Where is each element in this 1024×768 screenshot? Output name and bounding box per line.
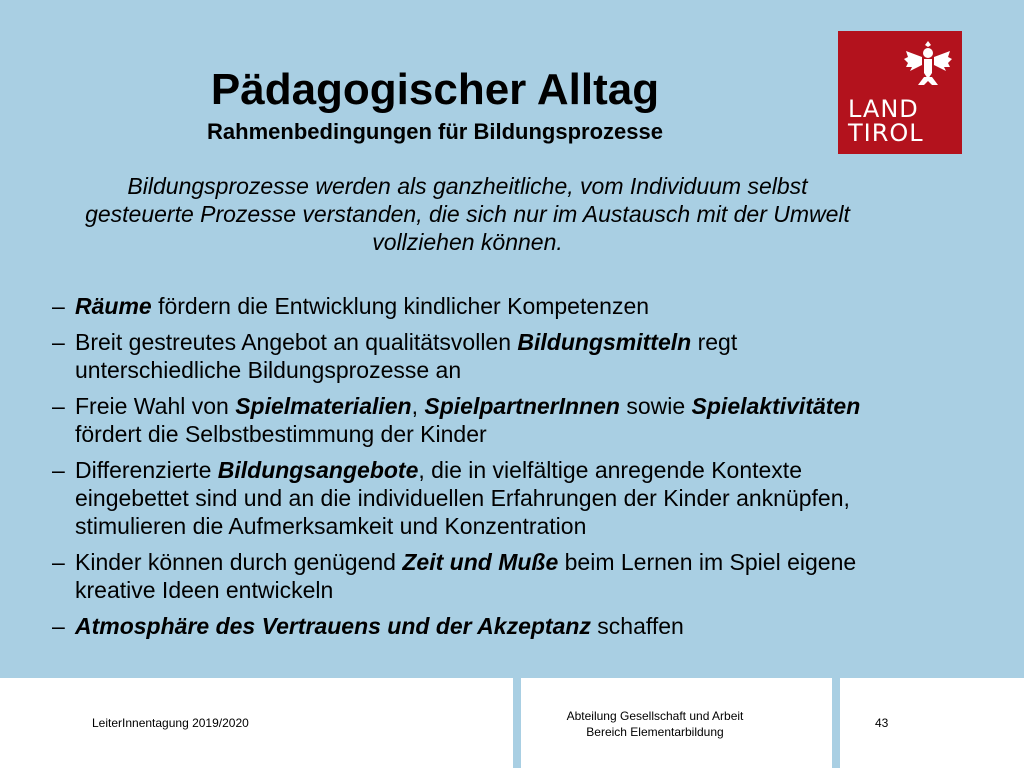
page-number: 43 xyxy=(875,716,889,730)
footer-divider xyxy=(513,678,521,768)
bullet-dash: – xyxy=(52,549,65,575)
bullet-emphasis: Bildungsmitteln xyxy=(517,329,692,355)
bullet-item xyxy=(52,548,882,604)
bullet-emphasis: Spielaktivitäten xyxy=(691,393,861,419)
footer-department-line: Abteilung Gesellschaft und Arbeit xyxy=(566,709,744,723)
bullet-dash: – xyxy=(52,457,65,483)
bullet-emphasis: Atmosphäre des Vertrauens und der Akzeptanz xyxy=(75,613,591,639)
bullet-text: Breit gestreutes Angebot an qualitätsvollen xyxy=(75,329,518,355)
bullet-item xyxy=(52,328,882,384)
bullet-text: fördern die Entwicklung kindlicher Kompetenzen xyxy=(151,293,650,319)
bullet-text: sowie xyxy=(619,393,692,419)
bullet-text: Freie Wahl von xyxy=(75,393,236,419)
logo-line-tirol: TIROL xyxy=(848,119,924,147)
footer-event-name: LeiterInnentagung 2019/2020 xyxy=(92,716,249,730)
bullet-item xyxy=(52,456,882,540)
bullet-emphasis: Zeit und Muße xyxy=(402,549,559,575)
bullet-item xyxy=(52,292,882,320)
bullet-text: Kinder können durch genügend xyxy=(75,549,403,575)
bullet-dash: – xyxy=(52,329,65,355)
slide-title: Pädagogischer Alltag xyxy=(210,65,660,114)
bullet-emphasis: Spielmaterialien xyxy=(235,393,412,419)
intro-paragraph: Bildungsprozesse werden als ganzheitliche, vom Individuum selbst gesteuerte Prozesse verstanden, die sich nur im Austausch mit der Umwelt vollziehen können. xyxy=(85,173,850,255)
bullet-dash: – xyxy=(52,293,65,319)
bullet-item xyxy=(52,392,882,448)
tirol-eagle-icon xyxy=(902,37,954,89)
bullet-text: fördert die Selbstbestimmung der Kinder xyxy=(75,421,487,447)
bullet-item xyxy=(52,612,882,640)
bullet-text: , die in vielfältige anregende Kontexte eingebettet sind und an die individuellen Erfahrungen der Kinder anknüpfen, stimulieren die Aufmerksamkeit und Konzentration xyxy=(75,457,850,539)
footer-divider xyxy=(832,678,840,768)
bullet-list xyxy=(52,292,882,648)
footer-department-line: Bereich Elementarbildung xyxy=(586,725,724,739)
bullet-emphasis: SpielpartnerInnen xyxy=(424,393,620,419)
footer-department xyxy=(530,708,780,740)
bullet-emphasis: Räume xyxy=(75,293,152,319)
bullet-dash: – xyxy=(52,613,65,639)
bullet-text: regt unterschiedliche Bildungsprozesse an xyxy=(75,329,738,383)
slide-subtitle: Rahmenbedingungen für Bildungsprozesse xyxy=(207,119,663,144)
bullet-text: schaffen xyxy=(590,613,684,639)
bullet-text: , xyxy=(411,393,425,419)
bullet-text: Differenzierte xyxy=(75,457,218,483)
bullet-emphasis: Bildungsangebote xyxy=(217,457,419,483)
slide-footer xyxy=(0,678,1024,768)
bullet-dash: – xyxy=(52,393,65,419)
logo-line-land: LAND xyxy=(848,95,919,123)
bullet-text: beim Lernen im Spiel eigene kreative Ideen entwickeln xyxy=(75,549,857,603)
